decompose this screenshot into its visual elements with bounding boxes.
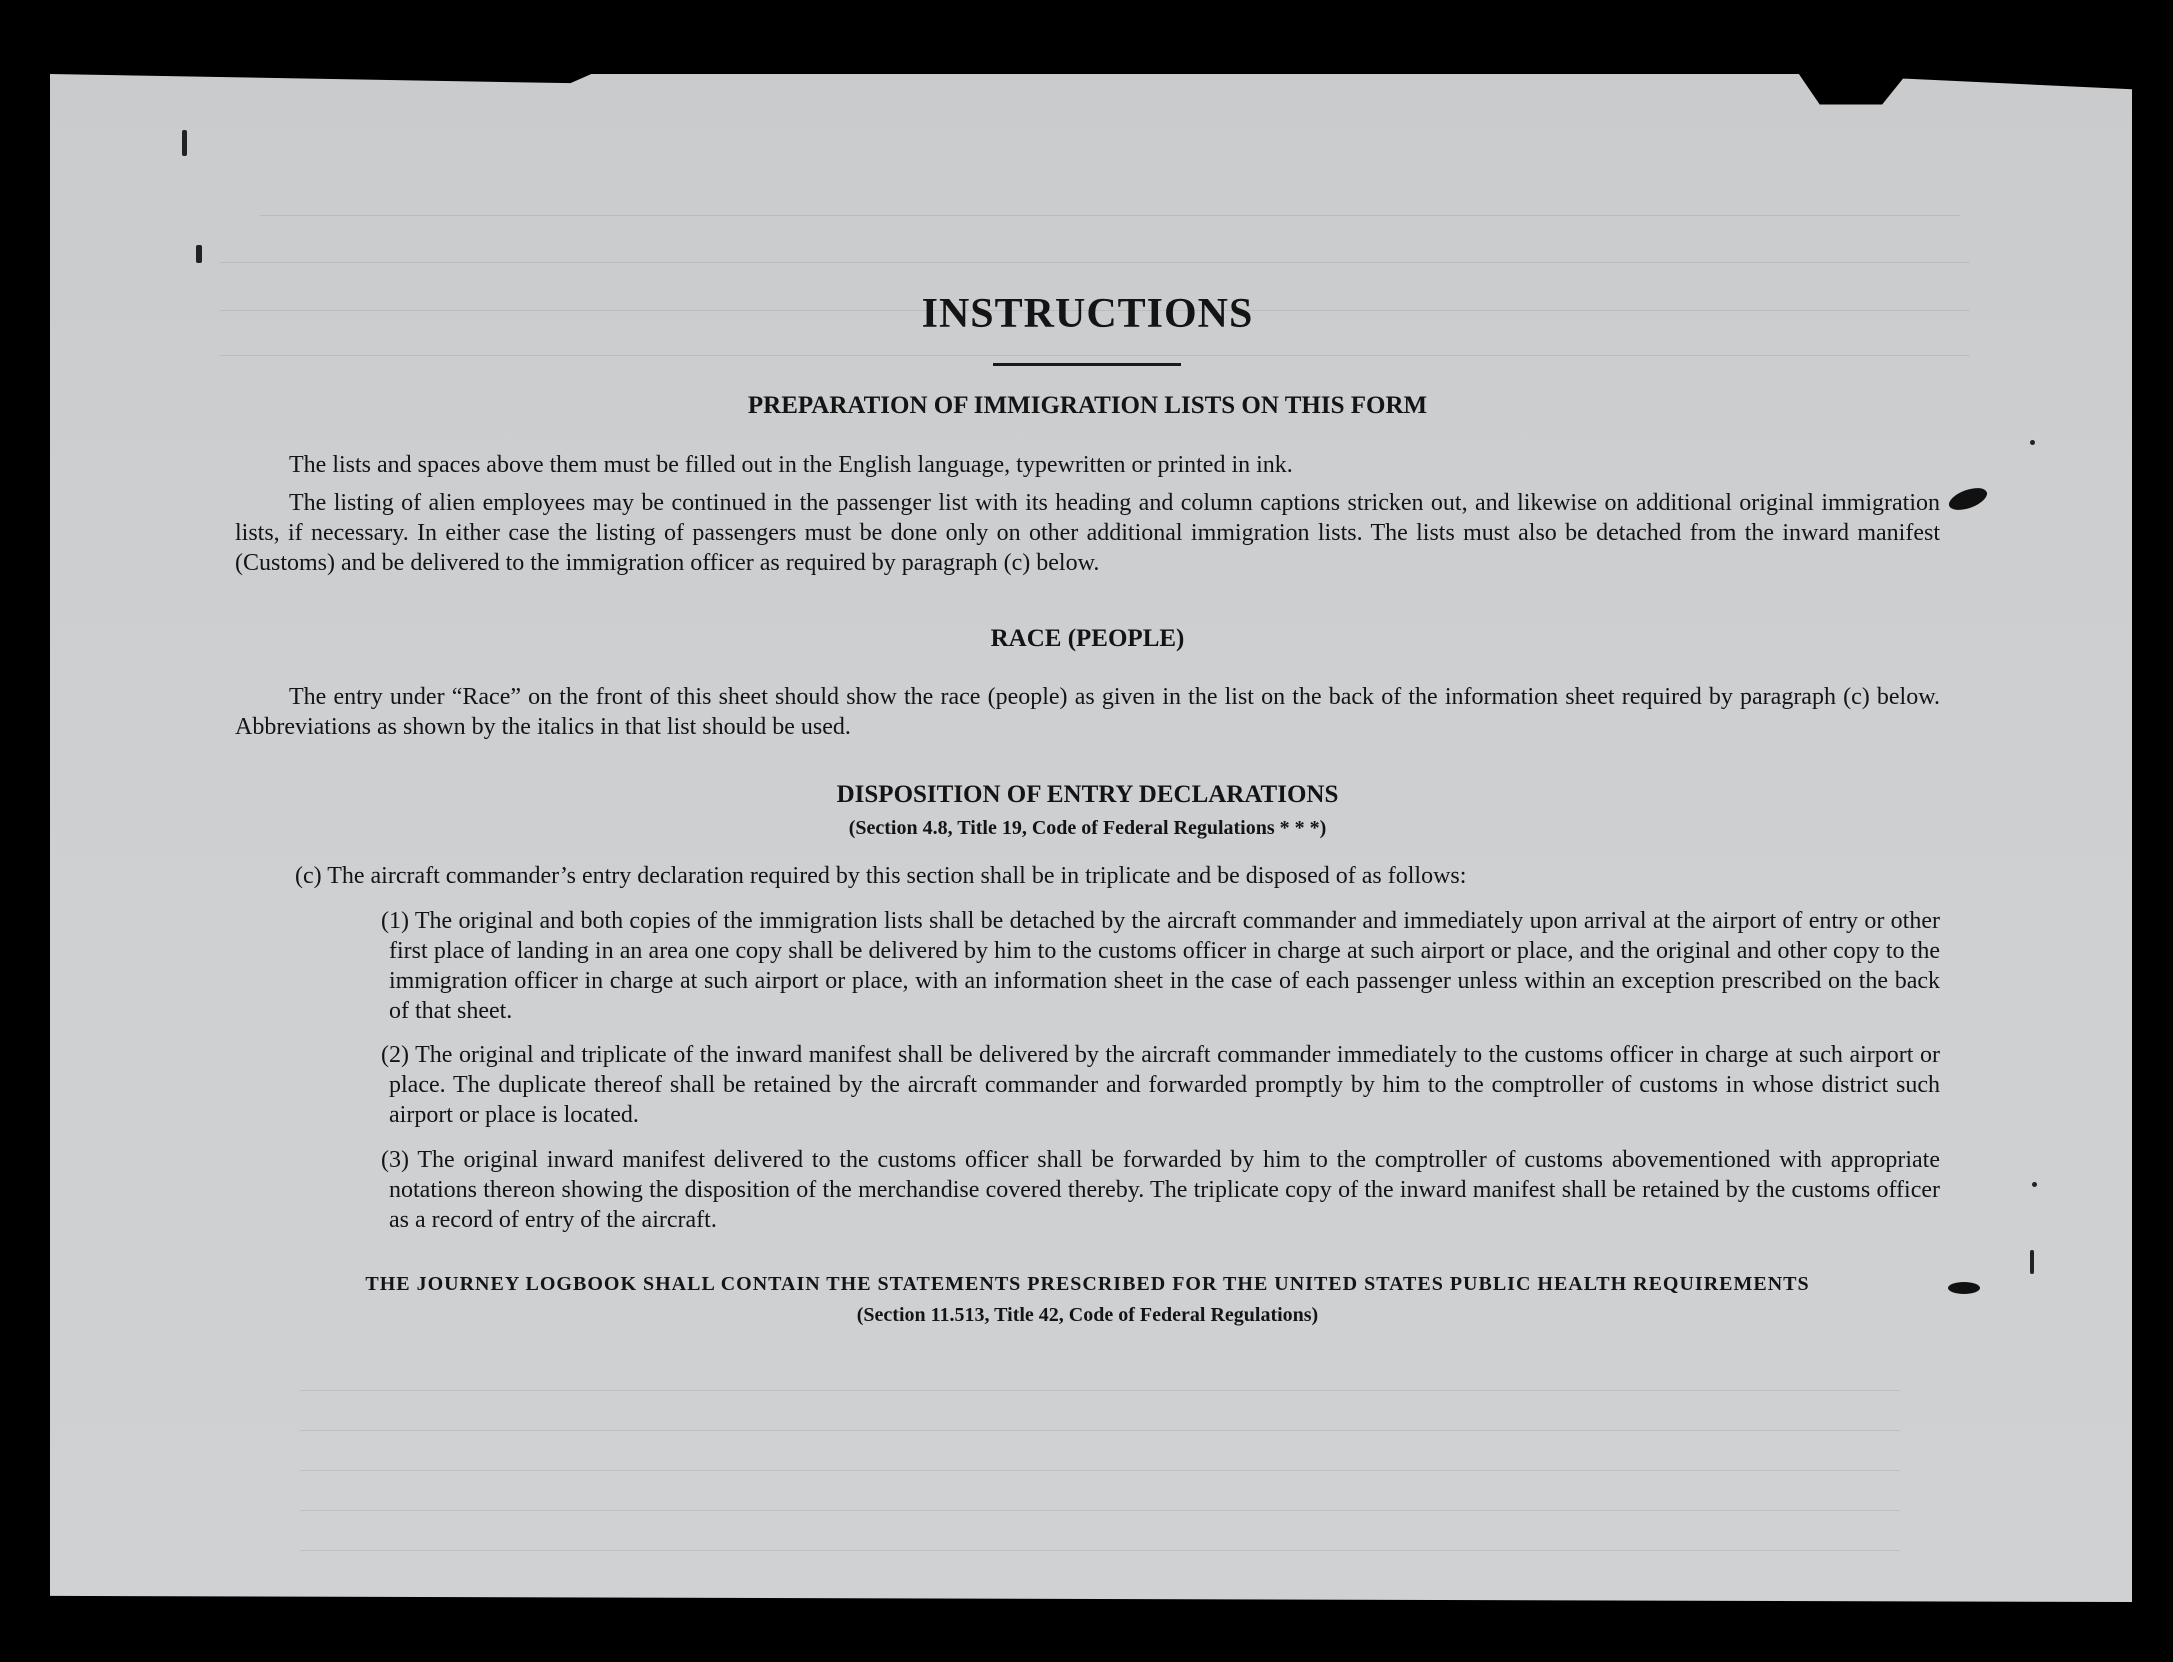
item-number: (1): [381, 908, 409, 934]
bleed-through-line: [300, 1390, 1900, 1391]
list-item: [335, 1040, 1940, 1130]
intro-label: (c): [295, 863, 322, 889]
scan-speck: [2032, 1182, 2037, 1187]
bleed-through-line: [300, 1550, 1900, 1551]
bleed-through-line: [300, 1430, 1900, 1431]
paragraph-disposition-intro: [235, 861, 1940, 891]
paragraph-preparation-2: The listing of alien employees may be continued in the passenger list with its heading and column captions stricken out, and likewise on additional original immigration lists, if necessary. In either case the listing of passengers must be done only on other additional immigration lists. The lists must also be detached from the inward manifest (Customs) and be delivered to the immigration officer as required by paragraph (c) below.: [235, 490, 1940, 576]
scan-speck: [182, 130, 187, 156]
footer-citation: (Section 11.513, Title 42, Code of Federal Regulations): [856, 1304, 1319, 1326]
bleed-through-line: [220, 262, 1970, 263]
footer-statement: THE JOURNEY LOGBOOK SHALL CONTAIN THE STATEMENTS PRESCRIBED FOR THE UNITED STATES PUBLIC HEALTH REQUIREMENTS: [365, 1273, 1810, 1295]
section-heading-preparation: PREPARATION OF IMMIGRATION LISTS ON THIS FORM: [747, 392, 1428, 419]
scan-speck: [2030, 1250, 2034, 1274]
section-subheading-disposition: (Section 4.8, Title 19, Code of Federal Regulations * * *): [848, 817, 1327, 839]
list-item: [335, 906, 1940, 1026]
bleed-through-line: [300, 1470, 1900, 1471]
paragraph-race: The entry under “Race” on the front of this sheet should show the race (people) as given in the list on the back of the information sheet required by paragraph (c) below. Abbreviations as shown by the italics in that list should be used.: [235, 684, 1940, 740]
intro-text: The aircraft commander’s entry declaration required by this section shall be in triplicate and be disposed of as follows:: [327, 863, 1467, 889]
scan-speck: [2030, 440, 2035, 445]
document-title: INSTRUCTIONS: [921, 291, 1254, 337]
ink-blot: [1948, 1282, 1980, 1294]
item-number: (3): [381, 1147, 409, 1173]
section-heading-disposition: DISPOSITION OF ENTRY DECLARATIONS: [836, 781, 1339, 808]
bleed-through-line: [300, 1510, 1900, 1511]
item-text: The original and triplicate of the inward manifest shall be delivered by the aircraft commander immediately to the customs officer in charge at such airport or place. The duplicate thereof shall be retained by the aircraft commander and forwarded promptly by him to the comptroller of customs in whose district such airport or place is located.: [389, 1042, 1940, 1128]
scan-speck: [196, 245, 202, 263]
title-underline: [993, 363, 1181, 366]
section-heading-race: RACE (PEOPLE): [990, 625, 1185, 652]
item-text: The original inward manifest delivered to the customs officer shall be forwarded by him to the comptroller of customs abovementioned with appropriate notations thereon showing the disposition of the merchandise covered thereby. The triplicate copy of the inward manifest shall be retained by the customs officer as a record of entry of the aircraft.: [389, 1147, 1940, 1233]
item-number: (2): [381, 1042, 409, 1068]
bleed-through-line: [220, 355, 1970, 356]
bleed-through-line: [260, 215, 1960, 216]
item-text: The original and both copies of the immigration lists shall be detached by the aircraft commander and immediately upon arrival at the airport of entry or other first place of landing in an area one copy shall be delivered by him to the customs officer in charge at such airport or place, and the original and other copy to the immigration officer in charge at such airport or place, with an information sheet in the case of each passenger unless within an exception prescribed on the back of that sheet.: [389, 908, 1940, 1024]
paragraph-preparation-1: The lists and spaces above them must be filled out in the English language, typewritten or printed in ink.: [289, 452, 1293, 478]
list-item: [335, 1145, 1940, 1235]
